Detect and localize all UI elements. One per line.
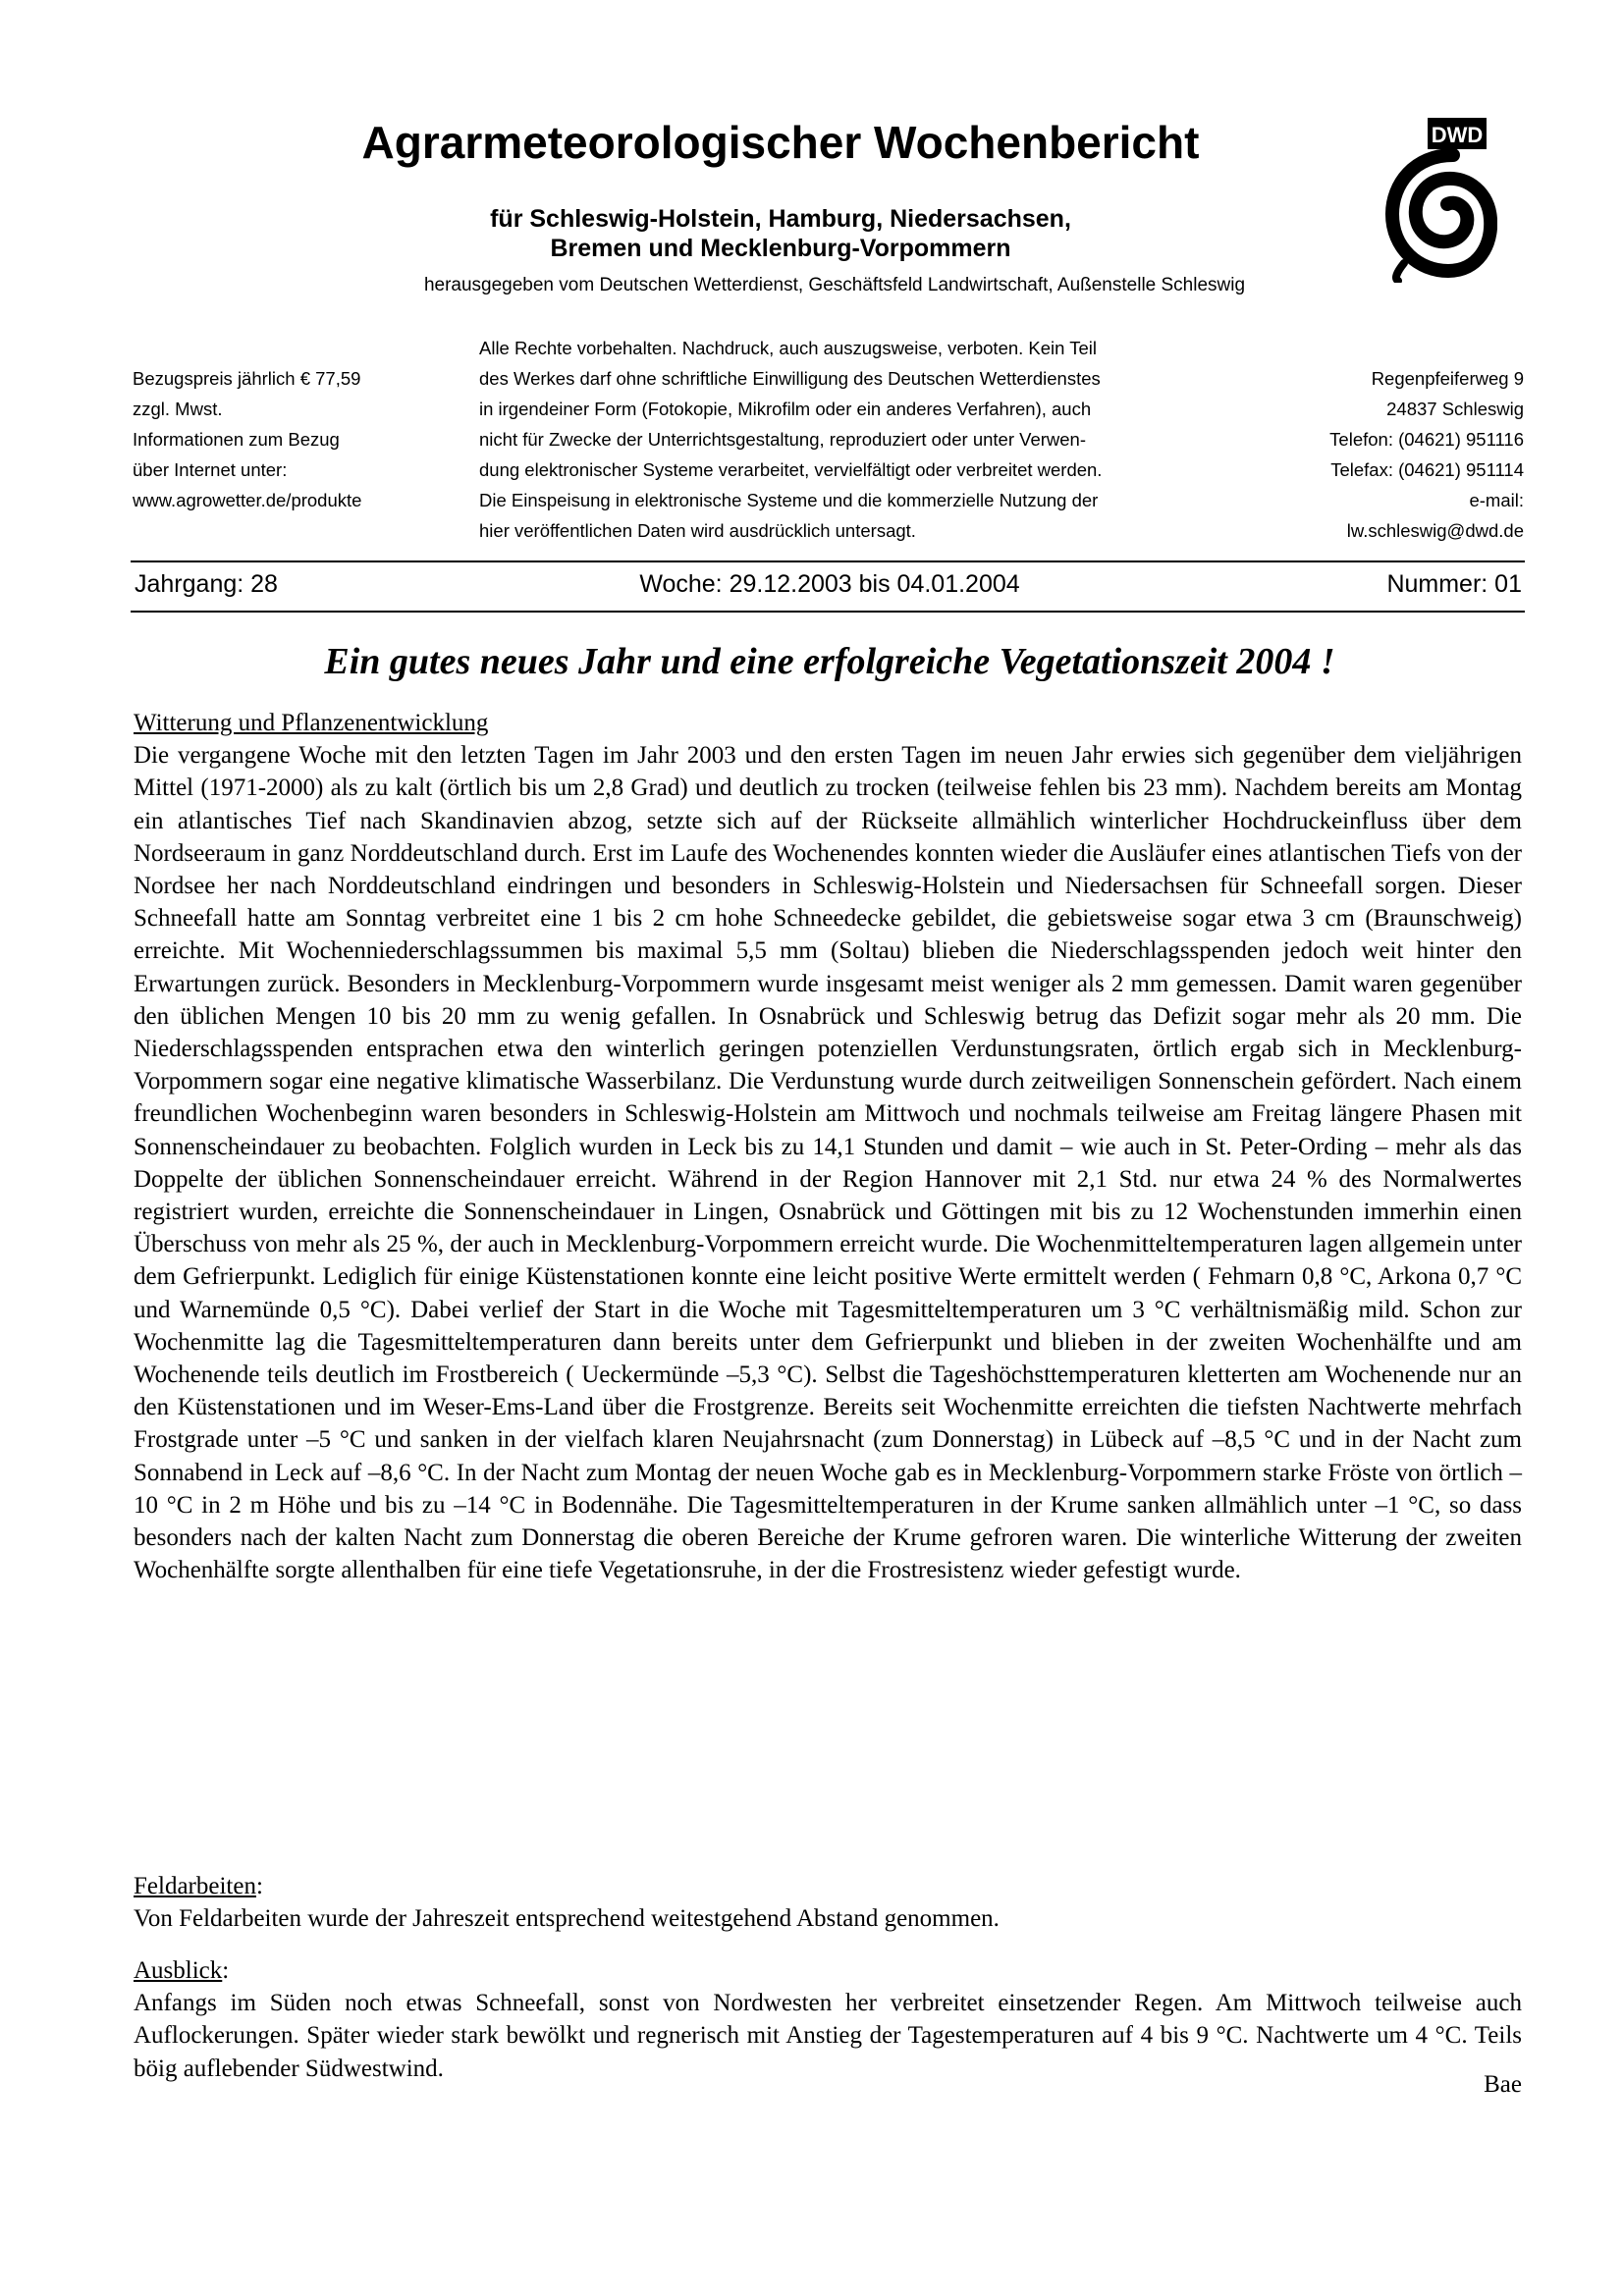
- section-fieldwork-text: Von Feldarbeiten wurde der Jahreszeit entsprechend weitestgehend Abstand genommen.: [134, 1905, 1000, 1933]
- section-outlook-heading-row: [134, 1954, 1522, 1987]
- subscription-line: Informationen zum Bezug: [133, 429, 340, 450]
- subscription-info: [133, 363, 447, 515]
- section-outlook: [134, 1954, 1522, 2085]
- subtitle-line-2: Bremen und Mecklenburg-Vorpommern: [550, 235, 1011, 262]
- address-street: Regenpfeiferweg 9: [1371, 368, 1524, 389]
- issue-week: Woche: 29.12.2003 bis 04.01.2004: [639, 570, 1020, 598]
- subtitle-line-1: für Schleswig-Holstein, Hamburg, Niedersachsen,: [490, 205, 1071, 233]
- copyright-line: nicht für Zwecke der Unterrichtsgestaltung, reproduziert oder unter Verwen-: [479, 429, 1086, 450]
- section-weather-heading: Witterung und Pflanzenentwicklung: [134, 710, 489, 736]
- divider-top: [131, 561, 1525, 562]
- section-fieldwork-heading: Feldarbeiten: [134, 1873, 256, 1899]
- heading-colon: :: [255, 1873, 263, 1899]
- heading-colon: :: [222, 1957, 230, 1984]
- section-outlook-text: Anfangs im Süden noch etwas Schneefall, sonst von Nordwesten her verbreitet einsetzender Regen. Am Mittwoch teilweise auch Auflockerungen. Später wieder stark bewölkt und regnerisch mit Anstieg der Tagestemperaturen auf 4 bis 9 °C. Nachtwerte um 4 °C. Teils böig auflebender Südwestwind.: [134, 1990, 1522, 2082]
- copyright-line: des Werkes darf ohne schriftliche Einwilligung des Deutschen Wetterdienstes: [479, 368, 1101, 389]
- report-subtitle: [344, 204, 1217, 263]
- section-weather: [134, 707, 1522, 1586]
- subscription-line: über Internet unter:: [133, 459, 288, 480]
- section-outlook-heading: Ausblick: [134, 1957, 223, 1984]
- address-email-label: e-mail:: [1469, 490, 1524, 510]
- logo-label: DWD: [1431, 123, 1484, 147]
- issue-volume: Jahrgang: 28: [135, 570, 278, 598]
- copyright-line: hier veröffentlichen Daten wird ausdrücklich untersagt.: [479, 520, 916, 541]
- dwd-spiral-icon: [1384, 116, 1497, 283]
- subscription-line: zzgl. Mwst.: [133, 399, 223, 419]
- contact-address: [1178, 363, 1524, 546]
- address-city: 24837 Schleswig: [1386, 399, 1524, 419]
- address-fax: Telefax: (04621) 951114: [1330, 459, 1524, 480]
- section-fieldwork: [134, 1870, 1522, 1935]
- dwd-logo: [1384, 116, 1497, 283]
- section-weather-text: Die vergangene Woche mit den letzten Tagen im Jahr 2003 und den ersten Tagen im neuen Jahr erwies sich gegenüber dem vieljährigen Mittel (1971-2000) als zu kalt (örtlich bis um 2,8 Grad) und deutlich zu trocken (teilweise fehlen bis 23 mm). Nachdem bereits am Montag ein atlantisches Tief nach Skandinavien abzog, setzte sich auf der Rückseite allmählich winterlicher Hochdruckeinfluss über dem Nordseeraum in ganz Norddeutschland durch. Erst im Laufe des Wochenendes konnten wieder die Ausläufer eines atlantischen Tiefs von der Nordsee her nach Norddeutschland eindringen und besonders in Schleswig-Holstein und Niedersachsen für Schneefall sorgen. Dieser Schneefall hatte am Sonntag verbreitet eine 1 bis 2 cm hohe Schneedecke gebildet, die gebietsweise sogar etwa 3 cm (Braunschweig) erreichte. Mit Wochenniederschlagssummen bis maximal 5,5 mm (Soltau) blieben die Niederschlagsspenden jedoch weit hinter den Erwartungen zurück. Besonders in Mecklenburg-Vorpommern wurde insgesamt meist weniger als 2 mm gemessen. Damit waren gegenüber den üblichen Mengen 10 bis 20 mm zu wenig gefallen. In Osnabrück und Schleswig betrug das Defizit sogar mehr als 20 mm. Die Niederschlagsspenden entsprachen etwa den winterlich geringen potenziellen Verdunstungsraten, örtlich ergab sich in Mecklenburg-Vorpommern sogar eine negative klimatische Wasserbilanz. Die Verdunstung wurde durch zeitweiligen Sonnenschein gefördert. Nach einem freundlichen Wochenbeginn waren besonders in Schleswig-Holstein am Mittwoch und nochmals teilweise am Freitag längere Phasen mit Sonnenscheindauer zu beobachten. Folglich wurden in Leck bis zu 14,1 Stunden und damit – wie auch in St. Peter-Ording – mehr als das Doppelte der üblichen Sonnenscheindauer erreicht. Während in der Region Hannover mit 2,1 Std. nur etwa 24 % des Normalwertes registriert wurden, erreichte die Sonnenscheindauer in Lingen, Osnabrück und Göttingen mit bis zu 12 Wochenstunden immerhin einen Überschuss von mehr als 25 %, der auch in Mecklenburg-Vorpommern erreicht wurde. Die Wochenmitteltemperaturen lagen allgemein unter dem Gefrierpunkt. Lediglich für einige Küstenstationen konnte eine leicht positive Werte ermittelt werden ( Fehmarn 0,8 °C, Arkona 0,7 °C und Warnemünde 0,5 °C). Dabei verlief der Start in die Woche mit Tagesmitteltemperaturen um 3 °C verhältnismäßig mild. Schon zur Wochenmitte lag die Tagesmitteltemperaturen dann bereits unter dem Gefrierpunkt und blieben in der zweiten Wochenhälfte und am Wochenende teils deutlich im Frostbereich ( Ueckermünde –5,3 °C). Selbst die Tageshöchsttemperaturen kletterten am Wochenende nur an den Küstenstationen und im Weser-Ems-Land über die Frostgrenze. Bereits seit Wochenmitte erreichten die tiefsten Nachtwerte mehrfach Frostgrade unter –5 °C und sanken in der vielfach klaren Neujahrsnacht (zum Donnerstag) in Lübeck auf –8,5 °C und in der Nacht zum Sonnabend in Leck auf –8,6 °C. In der Nacht zum Montag der neuen Woche gab es in Mecklenburg-Vorpommern starke Fröste von örtlich –10 °C in 2 m Höhe und bis zu –14 °C in Bodennähe. Die Tagesmitteltemperaturen in der Krume sanken allmählich unter –1 °C, so dass besonders nach der kalten Nacht zum Donnerstag die oberen Bereiche der Krume gefroren waren. Die winterliche Witterung der zweiten Wochenhälfte sorgte allenthalben für eine tiefe Vegetationsruhe, in der die Frostresistenz wieder gefestigt wurde.: [134, 742, 1522, 1584]
- subscription-url: www.agrowetter.de/produkte: [133, 490, 362, 510]
- copyright-line: Die Einspeisung in elektronische Systeme und die kommerzielle Nutzung der: [479, 490, 1099, 510]
- copyright-line: in irgendeiner Form (Fotokopie, Mikrofilm oder ein anderes Verfahren), auch: [479, 399, 1092, 419]
- headline: Ein gutes neues Jahr und eine erfolgreiche Vegetationszeit 2004 !: [324, 641, 1335, 682]
- author-signature: Bae: [1484, 2071, 1522, 2098]
- section-fieldwork-heading-row: [134, 1870, 1522, 1902]
- copyright-line: dung elektronischer Systeme verarbeitet, vervielfältigt oder verbreitet werden.: [479, 459, 1103, 480]
- copyright-notice: [479, 333, 1225, 546]
- copyright-line: Alle Rechte vorbehalten. Nachdruck, auch auszugsweise, verboten. Kein Teil: [479, 338, 1098, 358]
- publisher-line: herausgegeben vom Deutschen Wetterdienst, Geschäftsfeld Landwirtschaft, Außenstelle Schleswig: [423, 275, 1246, 295]
- subscription-line: Bezugspreis jährlich € 77,59: [133, 368, 361, 389]
- report-title: Agrarmeteorologischer Wochenbericht: [361, 117, 1200, 168]
- divider-bottom: [131, 611, 1525, 613]
- issue-number: Nummer: 01: [1386, 570, 1522, 598]
- address-phone: Telefon: (04621) 951116: [1329, 429, 1524, 450]
- address-email: lw.schleswig@dwd.de: [1346, 520, 1524, 541]
